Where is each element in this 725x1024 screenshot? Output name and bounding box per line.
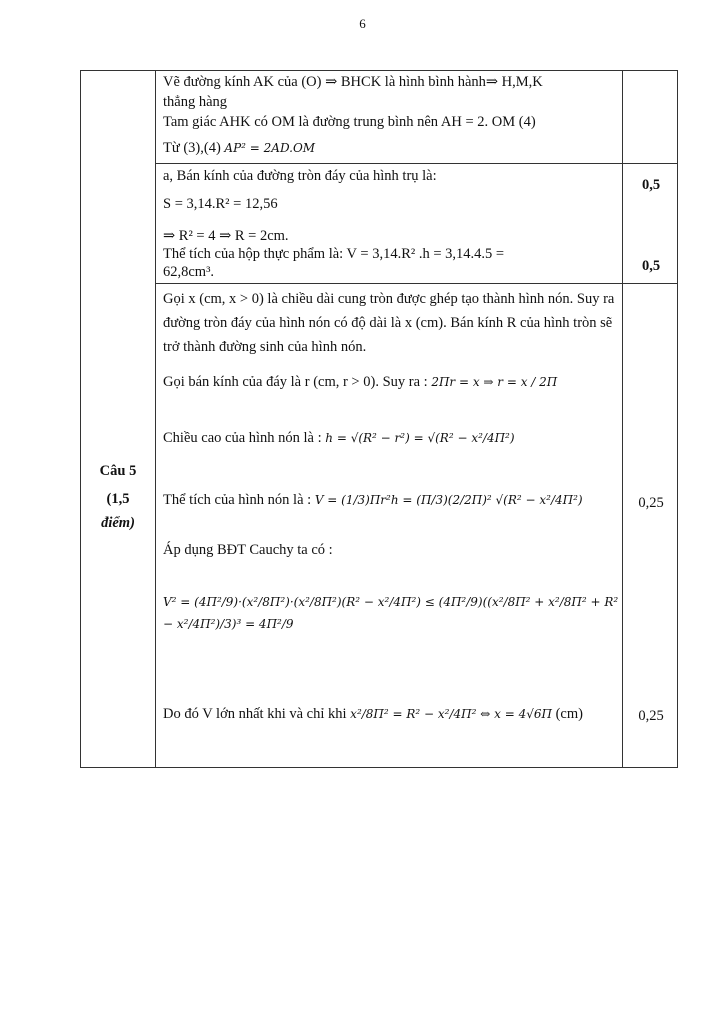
cau5-intro: Gọi x (cm, x > 0) là chiều dài cung tròn được ghép tạo thành hình nón. Suy ra đường tròn đáy của hình nón có độ dài là x (cm). Bán kính R của hình tròn sẽ trở thành đường sinh của hình nón. [163, 291, 615, 355]
row-divider-1 [155, 163, 678, 164]
block1-line4: Từ (3),(4) AP² = 2AD.OM [163, 140, 316, 156]
score-cau5-a: 0,25 [638, 495, 664, 511]
score-block2-b: 0,5 [641, 258, 661, 274]
block2-line5: 62,8cm³. [163, 264, 215, 280]
question-label: Câu 5 (1,5 điểm) [99, 463, 137, 531]
height-formula: h = √(R² − r²) = √(R² − x²/4Π²) [325, 431, 515, 445]
grading-table [80, 70, 678, 768]
conclusion-formula: x²/8Π² = R² − x²/4Π² ⇔ x = 4√6Π [350, 707, 552, 721]
page-number: 6 [359, 16, 366, 31]
row-divider-2 [155, 283, 678, 284]
block2-line4: Thể tích của hộp thực phẩm là: V = 3,14.R² .h = 3,14.4.5 = [163, 246, 505, 262]
block1-line2: thẳng hàng [163, 94, 228, 110]
cau5-radius: Gọi bán kính của đáy là r (cm, r > 0). Suy ra : 2Πr = x ⇒ r = x / 2Π [163, 374, 558, 390]
column-divider-1 [155, 71, 156, 767]
block2-line3: ⇒ R² = 4 ⇒ R = 2cm. [163, 228, 289, 244]
score-block2-a: 0,5 [641, 177, 661, 193]
cau5-height: Chiều cao của hình nón là : h = √(R² − r²) = √(R² − x²/4Π²) [163, 430, 515, 446]
block2-line1: a, Bán kính của đường tròn đáy của hình trụ là: [163, 168, 437, 184]
block2-line2: S = 3,14.R² = 12,56 [163, 196, 278, 212]
cau5-volume: Thể tích của hình nón là : V = (1/3)Πr²h = (Π/3)(2/2Π)² √(R² − x²/4Π²) [163, 492, 583, 508]
column-divider-2 [622, 71, 623, 767]
block1-line3: Tam giác AHK có OM là đường trung bình nên AH = 2. OM (4) [163, 114, 536, 130]
block1-line1: Vẽ đường kính AK của (O) ⇒ BHCK là hình bình hành⇒ H,M,K [163, 74, 543, 90]
cau5-cauchy-formula: V² = (4Π²/9)·(x²/8Π²)·(x²/8Π²)(R² − x²/4Π²) ≤ (4Π²/9)((x²/8Π² + x²/8Π² + R² − x²/4Π²)/3)³ = 4Π²/9 [163, 595, 619, 631]
cau5-conclusion: Do đó V lớn nhất khi và chỉ khi x²/8Π² = R² − x²/4Π² ⇔ x = 4√6Π (cm) [163, 706, 583, 722]
radius-formula: 2Πr = x ⇒ r = x / 2Π [431, 375, 558, 389]
score-cau5-b: 0,25 [638, 708, 664, 724]
cau5-cauchy: Áp dụng BĐT Cauchy ta có : [163, 542, 333, 558]
volume-formula: V = (1/3)Πr²h = (Π/3)(2/2Π)² √(R² − x²/4Π²) [314, 493, 583, 507]
